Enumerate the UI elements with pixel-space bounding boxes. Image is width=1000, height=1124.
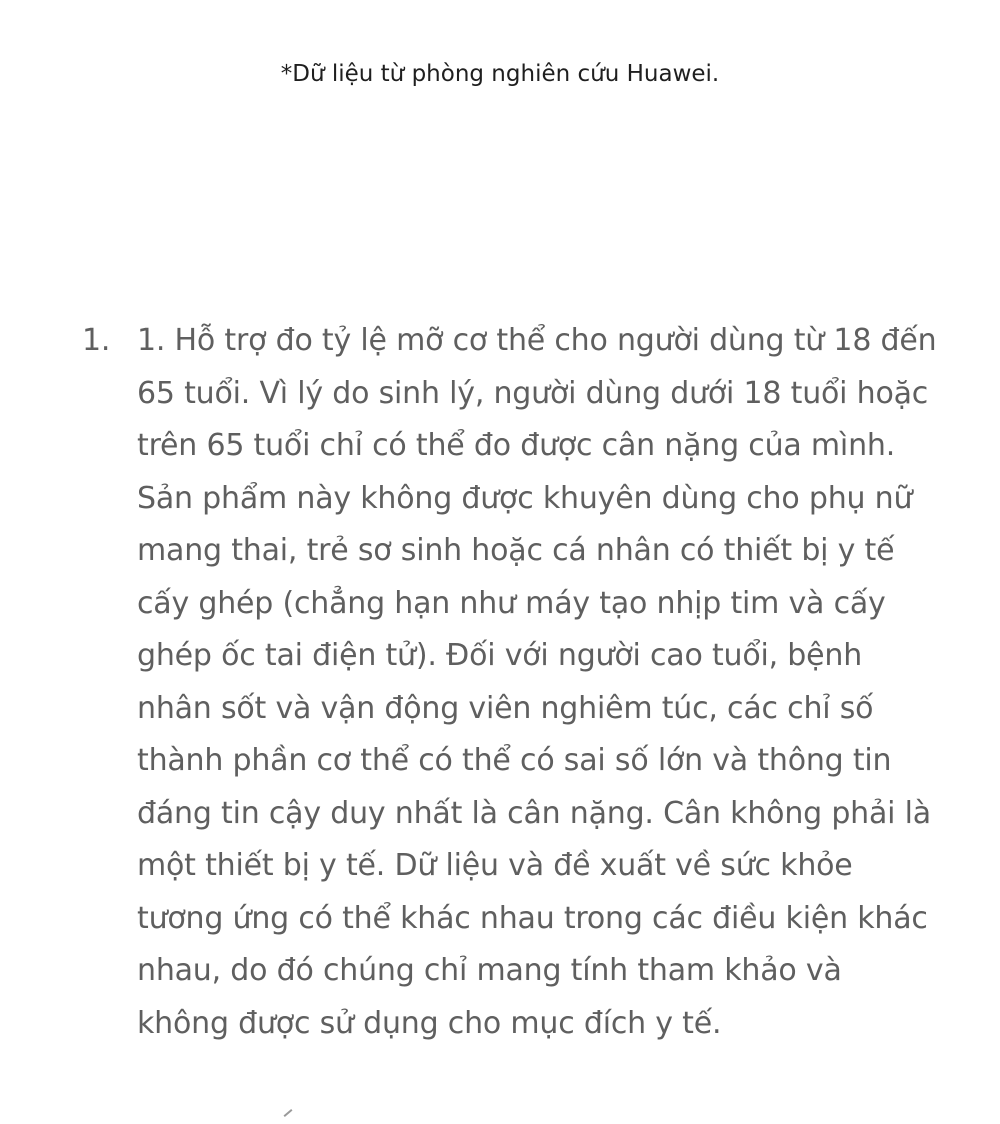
- list-item-number: 1.: [82, 323, 111, 358]
- disclaimer-list: [0, 315, 1000, 1050]
- list-item: [0, 315, 1000, 1050]
- cutoff-diacritic: [284, 1109, 293, 1117]
- list-item-text: 1. Hỗ trợ đo tỷ lệ mỡ cơ thể cho người dùng từ 18 đến 65 tuổi. Vì lý do sinh lý, người dùng dưới 18 tuổi hoặc trên 65 tuổi chỉ có thể đo được cân nặng của mình. Sản phẩm này không được khuyên dùng cho phụ nữ mang thai, trẻ sơ sinh hoặc cá nhân có thiết bị y tế cấy ghép (chẳng hạn như máy tạo nhịp tim và cấy ghép ốc tai điện tử). Đối với người cao tuổi, bệnh nhân sốt và vận động viên nghiêm túc, các chỉ số thành phần cơ thể có thể có sai số lớn và thông tin đáng tin cậy duy nhất là cân nặng. Cân không phải là một thiết bị y tế. Dữ liệu và đề xuất về sức khỏe tương ứng có thể khác nhau trong các điều kiện khác nhau, do đó chúng chỉ mang tính tham khảo và không được sử dụng cho mục đích y tế.: [137, 323, 937, 1041]
- footnote-source: *Dữ liệu từ phòng nghiên cứu Huawei.: [280, 61, 720, 87]
